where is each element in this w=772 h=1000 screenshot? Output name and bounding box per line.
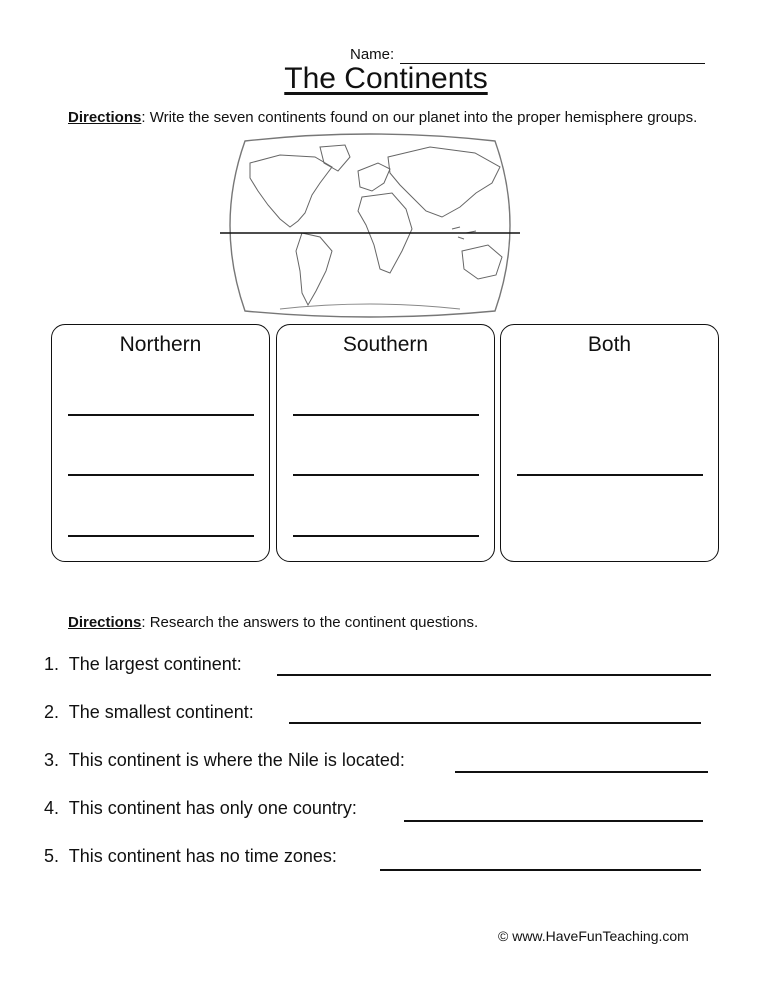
- both-title: Both: [587, 333, 632, 356]
- northern-answer-line[interactable]: [68, 414, 254, 416]
- question-5: [44, 846, 337, 867]
- question-number: 5.: [44, 846, 60, 866]
- directions-2: [68, 612, 708, 633]
- directions-1: [68, 107, 708, 128]
- both-answer-line[interactable]: [517, 474, 703, 476]
- question-number: 1.: [44, 654, 60, 674]
- question-text: This continent is where the Nile is located:: [68, 750, 405, 770]
- page-title: The Continents: [284, 62, 488, 95]
- question-2: [44, 702, 254, 723]
- question-text: This continent has no time zones:: [68, 846, 337, 866]
- southern-box: [276, 324, 495, 562]
- question-text: This continent has only one country:: [68, 798, 357, 818]
- question-text: The largest continent:: [68, 654, 242, 674]
- southern-answer-line[interactable]: [293, 414, 479, 416]
- name-label: Name:: [350, 46, 395, 63]
- question-number: 4.: [44, 798, 60, 818]
- directions-1-text: : Write the seven continents found on our planet into the proper hemisphere groups.: [141, 109, 698, 126]
- question-number: 2.: [44, 702, 60, 722]
- northern-answer-line[interactable]: [68, 474, 254, 476]
- world-map-icon: [220, 133, 520, 318]
- answer-line-1[interactable]: [277, 674, 711, 676]
- question-4: [44, 798, 357, 819]
- footer-copyright: © www.HaveFunTeaching.com: [498, 928, 689, 944]
- southern-answer-line[interactable]: [293, 535, 479, 537]
- answer-line-3[interactable]: [455, 771, 708, 773]
- directions-1-heading: Directions: [68, 109, 142, 126]
- northern-box: [51, 324, 270, 562]
- question-3: [44, 750, 405, 771]
- both-box: [500, 324, 719, 562]
- question-number: 3.: [44, 750, 60, 770]
- answer-line-5[interactable]: [380, 869, 701, 871]
- northern-answer-line[interactable]: [68, 535, 254, 537]
- directions-2-text: : Research the answers to the continent questions.: [141, 614, 479, 631]
- question-text: The smallest continent:: [68, 702, 254, 722]
- answer-line-4[interactable]: [404, 820, 703, 822]
- question-1: [44, 654, 242, 675]
- northern-title: Northern: [119, 333, 202, 356]
- southern-answer-line[interactable]: [293, 474, 479, 476]
- southern-title: Southern: [342, 333, 429, 356]
- directions-2-heading: Directions: [68, 614, 142, 631]
- answer-line-2[interactable]: [289, 722, 701, 724]
